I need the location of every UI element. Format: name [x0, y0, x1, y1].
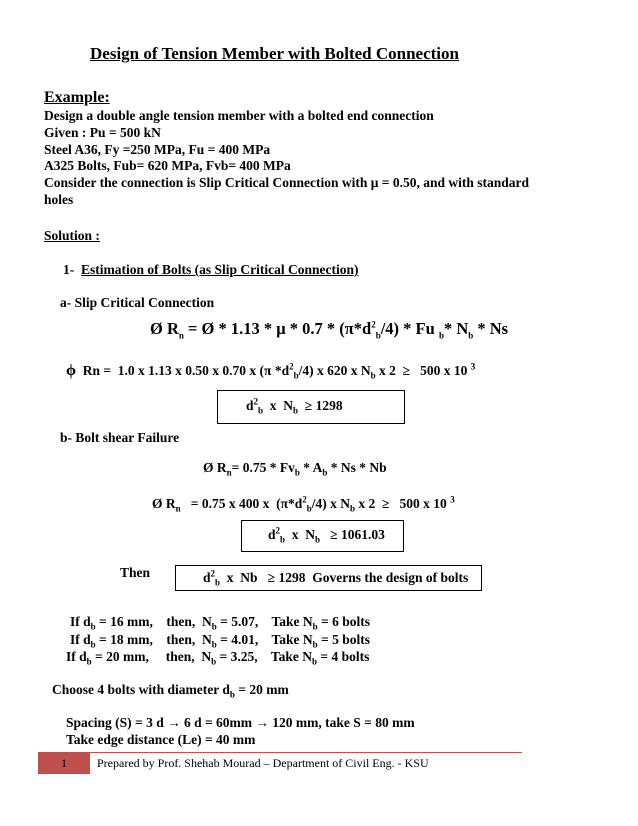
result-slip: $d^2_b$ x $N_b \ge 1298$: [246, 396, 343, 416]
example-bolts: A325 Bolts, Fub= 620 MPa, Fvb= 400 MPa: [44, 158, 291, 173]
size-take: 5: [332, 632, 339, 647]
size-row: If $d_b = 20$ mm, then, $N_b = 3.25$, Take $N_b = 4$ bolts: [66, 649, 370, 667]
page-number: 1: [61, 756, 67, 770]
edge-distance-statement: Take edge distance (Le) = 40 mm: [66, 732, 256, 747]
formula-slip-numeric: ϕ Rn = 1.0 x 1.13 x 0.50 x 0.70 x (π $*d^2_b/4$) x 620 x $N_b$ x 2 ≥ 500 x 10 $^3$: [66, 361, 476, 381]
example-line-1: Design a double angle tension member with a bolted end connection: [44, 108, 434, 123]
size-nb: 5.07: [231, 614, 255, 629]
formula-shear-numeric: Ø $R_n = 0.75$ x 400 x $(\pi*d^2_b/4)$ x $N_b$ x 2 ≥ 500 x 10 $^3$: [152, 494, 455, 514]
size-take: 4: [331, 649, 339, 664]
governs-statement: $d^2_b$ x Nb ≥ 1298 Governs the design of bolts: [203, 568, 469, 588]
size-nb: 4.01: [231, 632, 255, 647]
formula-slip-general: Ø $R_n$ = Ø * 1.13 * μ * $0.7 * (\pi*d^2_b/4)$ * Fu $_b$* $N_b$ * Ns: [150, 319, 509, 341]
size-nb: 3.25: [230, 649, 255, 664]
then-label: Then: [120, 565, 151, 580]
size-row: If $d_b = 18$ mm, then, $N_b = 4.01$, Take $N_b = 5$ bolts: [70, 632, 370, 650]
example-heading: Example:: [44, 89, 110, 106]
choose-text: Choose 4 bolts with diameter d: [52, 682, 230, 697]
example-given: Given : Pu = 500 kN: [44, 125, 161, 140]
governs-text: Governs the design of bolts: [312, 570, 469, 585]
result-shear: $d^2_b$ x $N_b \ge 1061.03$: [268, 525, 385, 545]
example-consider: Consider the connection is Slip Critical Connection with μ = 0.50, and with standard: [44, 175, 530, 190]
footer-rule: [90, 752, 522, 753]
page-title: Design of Tension Member with Bolted Connection: [90, 44, 459, 63]
size-row: If $d_b = 16$ mm, then, $N_b = 5.07$, Take $N_b = 6$ bolts: [70, 614, 370, 632]
size-d: 20: [106, 649, 120, 664]
solution-heading: Solution :: [44, 228, 100, 243]
example-steel: Steel A36, Fy =250 MPa, Fu = 400 MPa: [44, 142, 271, 157]
bolt-shear-label: b- Bolt shear Failure: [60, 430, 180, 445]
step-1: [63, 262, 359, 278]
footer-credit: Prepared by Prof. Shehab Mourad – Department of Civil Eng. - KSU: [97, 756, 429, 770]
example-holes: holes: [44, 192, 74, 207]
choose-statement: Choose 4 bolts with diameter $d_b = 20$ mm: [52, 682, 289, 700]
slip-critical-label: a- Slip Critical Connection: [60, 295, 215, 310]
spacing-statement: Spacing (S) = 3 d → 6 d = 60mm → 120 mm, take S = 80 mm: [66, 715, 415, 730]
size-d: 18: [110, 632, 124, 647]
step-1-label: Estimation of Bolts (as Slip Critical Connection): [81, 262, 359, 277]
formula-shear-general: Ø $R_n= 0.75 * Fv_b * A_b * Ns * Nb$: [203, 460, 387, 478]
size-d: 16: [110, 614, 124, 629]
size-take: 6: [332, 614, 339, 629]
step-1-number: 1-: [63, 262, 75, 277]
choose-tail: = 20 mm: [234, 682, 289, 697]
